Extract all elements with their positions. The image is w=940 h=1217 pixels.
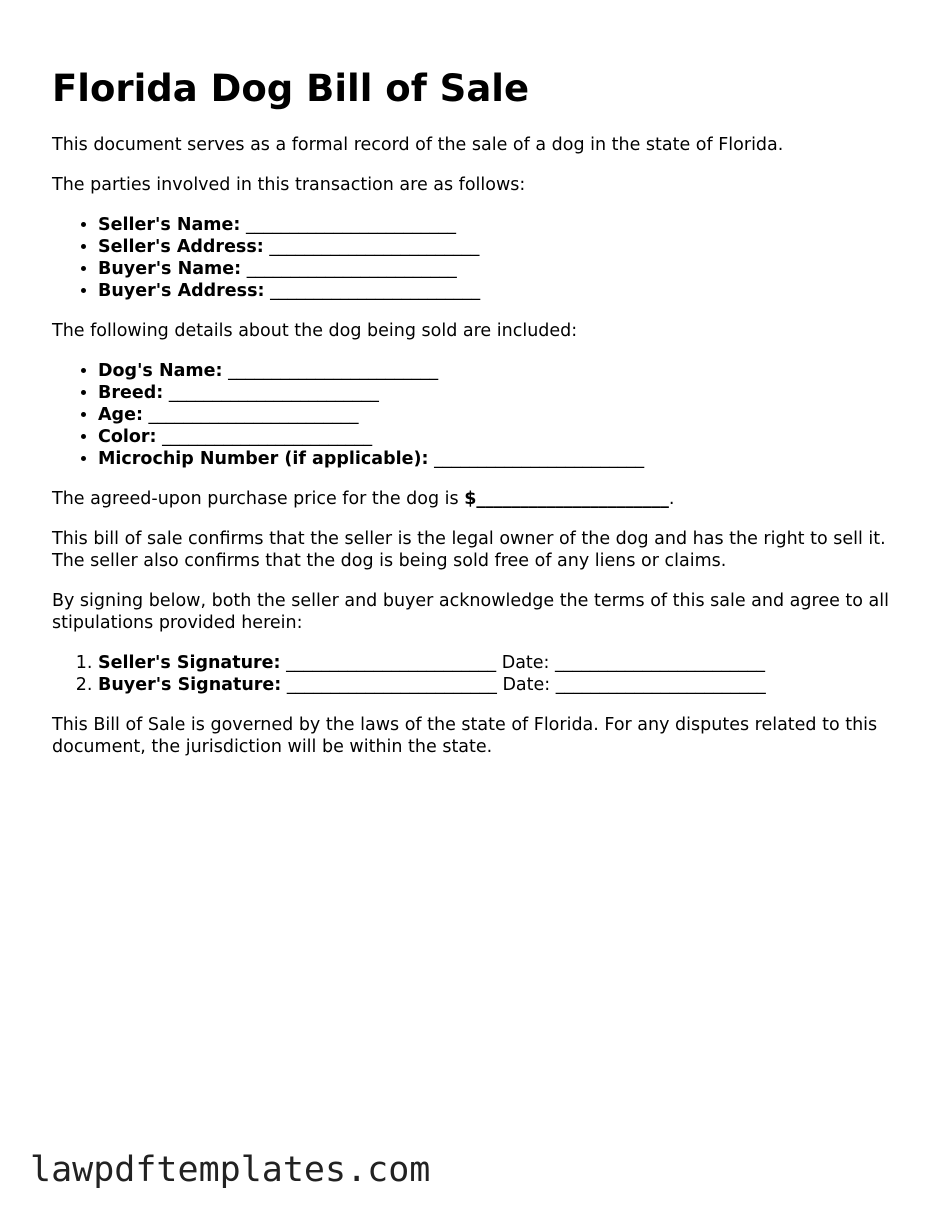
parties-list (52, 214, 892, 302)
date-blank[interactable]: ________________________ (555, 675, 766, 695)
field-label: Buyer's Address: (98, 281, 265, 301)
list-item (98, 382, 892, 404)
dog-details-intro: The following details about the dog being sold are included: (52, 321, 578, 341)
date-label: Date: (501, 653, 550, 673)
field-label: Buyer's Name: (98, 259, 242, 279)
list-item (98, 280, 892, 302)
price-blank[interactable]: $______________________ (464, 489, 669, 509)
date-blank[interactable]: ________________________ (555, 653, 766, 673)
field-label: Seller's Address: (98, 237, 264, 257)
document-title: Florida Dog Bill of Sale (52, 67, 530, 110)
field-label: Age: (98, 405, 143, 425)
confirmation-paragraph: This bill of sale confirms that the seller is the legal owner of the dog and has the right to sell it. The seller also confirms that the dog is being sold free of any liens or claims. (52, 529, 886, 571)
field-label: Color: (98, 427, 157, 447)
signing-paragraph: By signing below, both the seller and buyer acknowledge the terms of this sale and agree to all stipulations provided herein: (52, 591, 889, 633)
price-paragraph (52, 488, 892, 510)
fill-blank[interactable]: ________________________ (434, 449, 645, 469)
signature-label: Buyer's Signature: (98, 675, 282, 695)
price-text: The agreed-upon purchase price for the dog is (52, 489, 459, 509)
intro-paragraph: This document serves as a formal record of the sale of a dog in the state of Florida. (52, 135, 784, 155)
fill-blank[interactable]: ________________________ (246, 259, 457, 279)
field-label: Breed: (98, 383, 164, 403)
list-item (98, 258, 892, 280)
list-item (98, 652, 892, 674)
governing-law-paragraph: This Bill of Sale is governed by the laws of the state of Florida. For any disputes related to this document, the jurisdiction will be within the state. (52, 715, 878, 757)
signature-blank[interactable]: ________________________ (286, 675, 497, 695)
fill-blank[interactable]: ________________________ (148, 405, 359, 425)
field-label: Dog's Name: (98, 361, 223, 381)
signature-label: Seller's Signature: (98, 653, 281, 673)
signatures-list (52, 652, 892, 696)
fill-blank[interactable]: ________________________ (228, 361, 439, 381)
list-item (98, 448, 892, 470)
list-item (98, 360, 892, 382)
fill-blank[interactable]: ________________________ (162, 427, 373, 447)
dog-details-list (52, 360, 892, 470)
date-label: Date: (502, 675, 551, 695)
document-page (52, 66, 892, 776)
list-item (98, 426, 892, 448)
footer-watermark: lawpdftemplates.com (30, 1150, 431, 1190)
field-label: Seller's Name: (98, 215, 241, 235)
parties-intro: The parties involved in this transaction are as follows: (52, 175, 526, 195)
signature-blank[interactable]: ________________________ (286, 653, 497, 673)
list-item (98, 214, 892, 236)
price-end: . (668, 489, 675, 509)
list-item (98, 674, 892, 696)
list-item (98, 236, 892, 258)
field-label: Microchip Number (if applicable): (98, 449, 429, 469)
fill-blank[interactable]: ________________________ (270, 281, 481, 301)
fill-blank[interactable]: ________________________ (168, 383, 379, 403)
fill-blank[interactable]: ________________________ (245, 215, 456, 235)
fill-blank[interactable]: ________________________ (269, 237, 480, 257)
list-item (98, 404, 892, 426)
